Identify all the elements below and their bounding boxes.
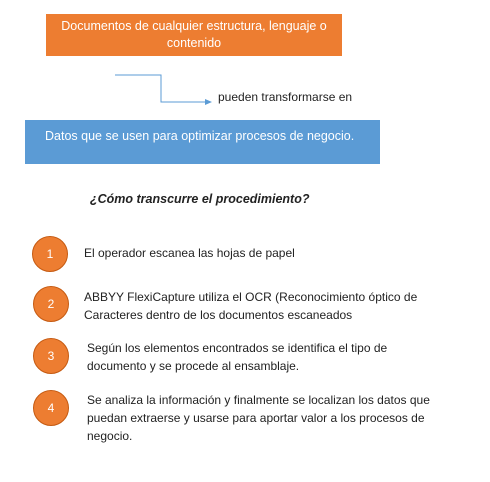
procedure-question: ¿Cómo transcurre el procedimiento? [90, 192, 310, 206]
connector-arrowhead [205, 99, 212, 105]
result-data-box [25, 120, 380, 164]
step-1-number: 1 [46, 247, 54, 261]
result-data-text: Datos que se usen para optimizar procesos de negocio. [45, 129, 355, 143]
source-documents-box [46, 14, 342, 56]
step-4-number: 4 [47, 401, 55, 415]
connector-label: pueden transformarse en [218, 90, 353, 104]
step-3-number: 3 [47, 349, 55, 363]
step-4-circle [33, 390, 69, 426]
step-2-text: ABBYY FlexiCapture utiliza el OCR (Reconocimiento óptico de Caracteres dentro de los documentos escaneados [84, 290, 418, 322]
step-3-text: Según los elementos encontrados se identifica el tipo de documento y se procede al ensamblaje. [87, 341, 388, 373]
step-2-circle [33, 286, 69, 322]
connector-line [115, 75, 206, 102]
step-1-text: El operador escanea las hojas de papel [84, 246, 295, 260]
source-documents-text: Documentos de cualquier estructura, lenguaje o contenido [61, 19, 327, 50]
step-4-text: Se analiza la información y finalmente se localizan los datos que puedan extraerse y usarse para aportar valor a los procesos de negocio. [87, 393, 430, 443]
step-1-circle [32, 236, 68, 272]
step-2-number: 2 [47, 297, 55, 311]
step-3-circle [33, 338, 69, 374]
